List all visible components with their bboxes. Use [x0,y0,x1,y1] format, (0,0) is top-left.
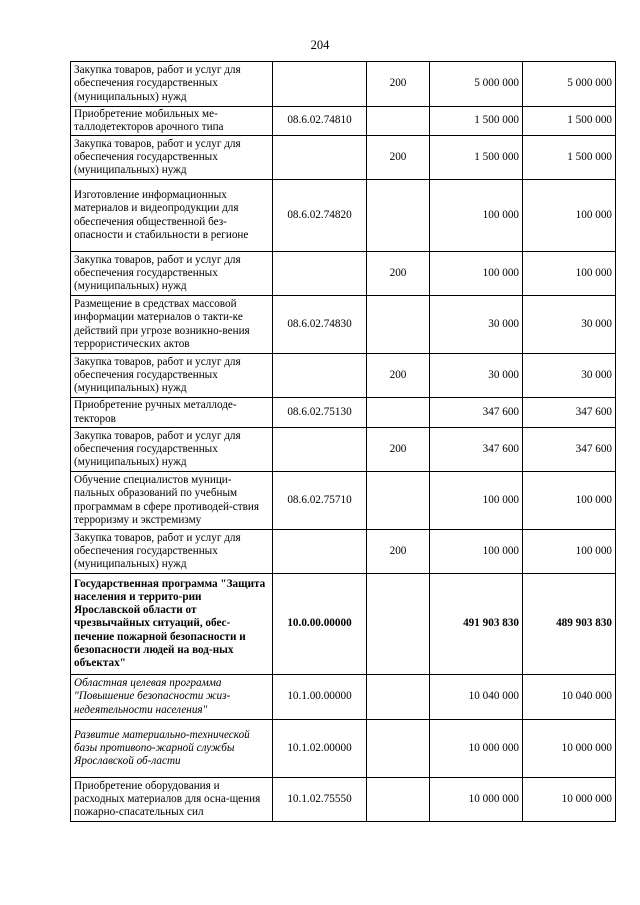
row-code-cell [273,354,367,398]
row-name-cell: Государственная программа "Защита населения и террито-рии Ярославской области от чрезвычайных ситуаций, обес-печение пожарной безопасности и безопасности людей на вод-ных объектах" [71,574,273,675]
table-row [71,180,616,252]
row-amount-1-cell: 30 000 [430,296,523,354]
row-code-cell: 10.0.00.00000 [273,574,367,675]
row-amount-1-cell: 100 000 [430,180,523,252]
row-expense-type-cell [367,180,430,252]
row-code-cell: 08.6.02.75130 [273,398,367,428]
row-amount-2-cell: 30 000 [523,354,616,398]
row-amount-1-cell: 100 000 [430,472,523,530]
row-amount-1-cell: 100 000 [430,252,523,296]
row-expense-type-cell [367,398,430,428]
row-amount-1-cell: 100 000 [430,530,523,574]
row-amount-1-cell: 1 500 000 [430,136,523,180]
row-amount-1-cell: 10 000 000 [430,778,523,822]
row-amount-2-cell: 10 040 000 [523,675,616,720]
row-amount-2-cell: 10 000 000 [523,720,616,778]
table-row [71,354,616,398]
row-amount-1-cell: 491 903 830 [430,574,523,675]
table-row [71,136,616,180]
row-name-cell: Закупка товаров, работ и услуг для обеспечения государственных (муниципальных) нужд [71,354,273,398]
row-expense-type-cell: 200 [367,428,430,472]
row-amount-2-cell: 100 000 [523,180,616,252]
row-expense-type-cell: 200 [367,136,430,180]
row-code-cell: 10.1.00.00000 [273,675,367,720]
row-name-cell: Закупка товаров, работ и услуг для обеспечения государственных (муниципальных) нужд [71,530,273,574]
row-amount-1-cell: 347 600 [430,398,523,428]
row-name-cell: Закупка товаров, работ и услуг для обеспечения государственных (муниципальных) нужд [71,62,273,107]
table-row [71,398,616,428]
row-code-cell: 10.1.02.75550 [273,778,367,822]
row-name-cell: Приобретение ручных металлоде-текторов [71,398,273,428]
row-expense-type-cell: 200 [367,354,430,398]
row-amount-1-cell: 347 600 [430,428,523,472]
row-amount-2-cell: 1 500 000 [523,107,616,136]
row-name-cell: Закупка товаров, работ и услуг для обеспечения государственных (муниципальных) нужд [71,428,273,472]
row-expense-type-cell [367,296,430,354]
row-name-cell: Развитие материально-технической базы противопо-жарной службы Ярославской об-ласти [71,720,273,778]
row-code-cell [273,530,367,574]
table-row [71,107,616,136]
row-amount-1-cell: 10 040 000 [430,675,523,720]
row-amount-2-cell: 100 000 [523,530,616,574]
table-row [71,252,616,296]
row-name-cell: Изготовление информационных материалов и видеопродукции для обеспечения общественной без-опасности и стабильности в регионе [71,180,273,252]
row-name-cell: Обучение специалистов муници-пальных образований по учебным программам в сфере противодей-ствия терроризму и экстремизму [71,472,273,530]
row-amount-1-cell: 5 000 000 [430,62,523,107]
row-name-cell: Размещение в средствах массовой информации материалов о такти-ке действий при угрозе возникно-вения террористических актов [71,296,273,354]
table-row [71,296,616,354]
row-amount-1-cell: 10 000 000 [430,720,523,778]
row-code-cell: 08.6.02.74830 [273,296,367,354]
row-name-cell: Приобретение оборудования и расходных материалов для осна-щения пожарно-спасательных сил [71,778,273,822]
row-code-cell [273,136,367,180]
row-amount-2-cell: 347 600 [523,398,616,428]
row-name-cell: Приобретение мобильных ме-таллодетекторов арочного типа [71,107,273,136]
page-number: 204 [310,38,330,52]
table-row [71,428,616,472]
table-row [71,675,616,720]
row-expense-type-cell [367,720,430,778]
row-expense-type-cell [367,675,430,720]
row-amount-2-cell: 347 600 [523,428,616,472]
budget-table [70,61,616,822]
row-code-cell [273,62,367,107]
row-expense-type-cell: 200 [367,530,430,574]
row-amount-2-cell: 1 500 000 [523,136,616,180]
row-code-cell: 10.1.02.00000 [273,720,367,778]
row-amount-2-cell: 5 000 000 [523,62,616,107]
row-amount-1-cell: 30 000 [430,354,523,398]
table-row [71,778,616,822]
row-code-cell: 08.6.02.75710 [273,472,367,530]
row-expense-type-cell [367,107,430,136]
row-name-cell: Закупка товаров, работ и услуг для обеспечения государственных (муниципальных) нужд [71,136,273,180]
row-amount-2-cell: 30 000 [523,296,616,354]
table-row [71,720,616,778]
row-name-cell: Закупка товаров, работ и услуг для обеспечения государственных (муниципальных) нужд [71,252,273,296]
row-code-cell: 08.6.02.74810 [273,107,367,136]
row-expense-type-cell [367,574,430,675]
table-row [71,530,616,574]
row-code-cell: 08.6.02.74820 [273,180,367,252]
table-row [71,574,616,675]
row-code-cell [273,428,367,472]
row-amount-1-cell: 1 500 000 [430,107,523,136]
row-amount-2-cell: 100 000 [523,252,616,296]
row-expense-type-cell: 200 [367,62,430,107]
row-expense-type-cell [367,472,430,530]
row-expense-type-cell [367,778,430,822]
table-row [71,472,616,530]
budget-table-body [71,62,616,822]
table-row [71,62,616,107]
row-code-cell [273,252,367,296]
row-amount-2-cell: 489 903 830 [523,574,616,675]
row-expense-type-cell: 200 [367,252,430,296]
row-amount-2-cell: 100 000 [523,472,616,530]
row-amount-2-cell: 10 000 000 [523,778,616,822]
row-name-cell: Областная целевая программа "Повышение безопасности жиз-недеятельности населения" [71,675,273,720]
